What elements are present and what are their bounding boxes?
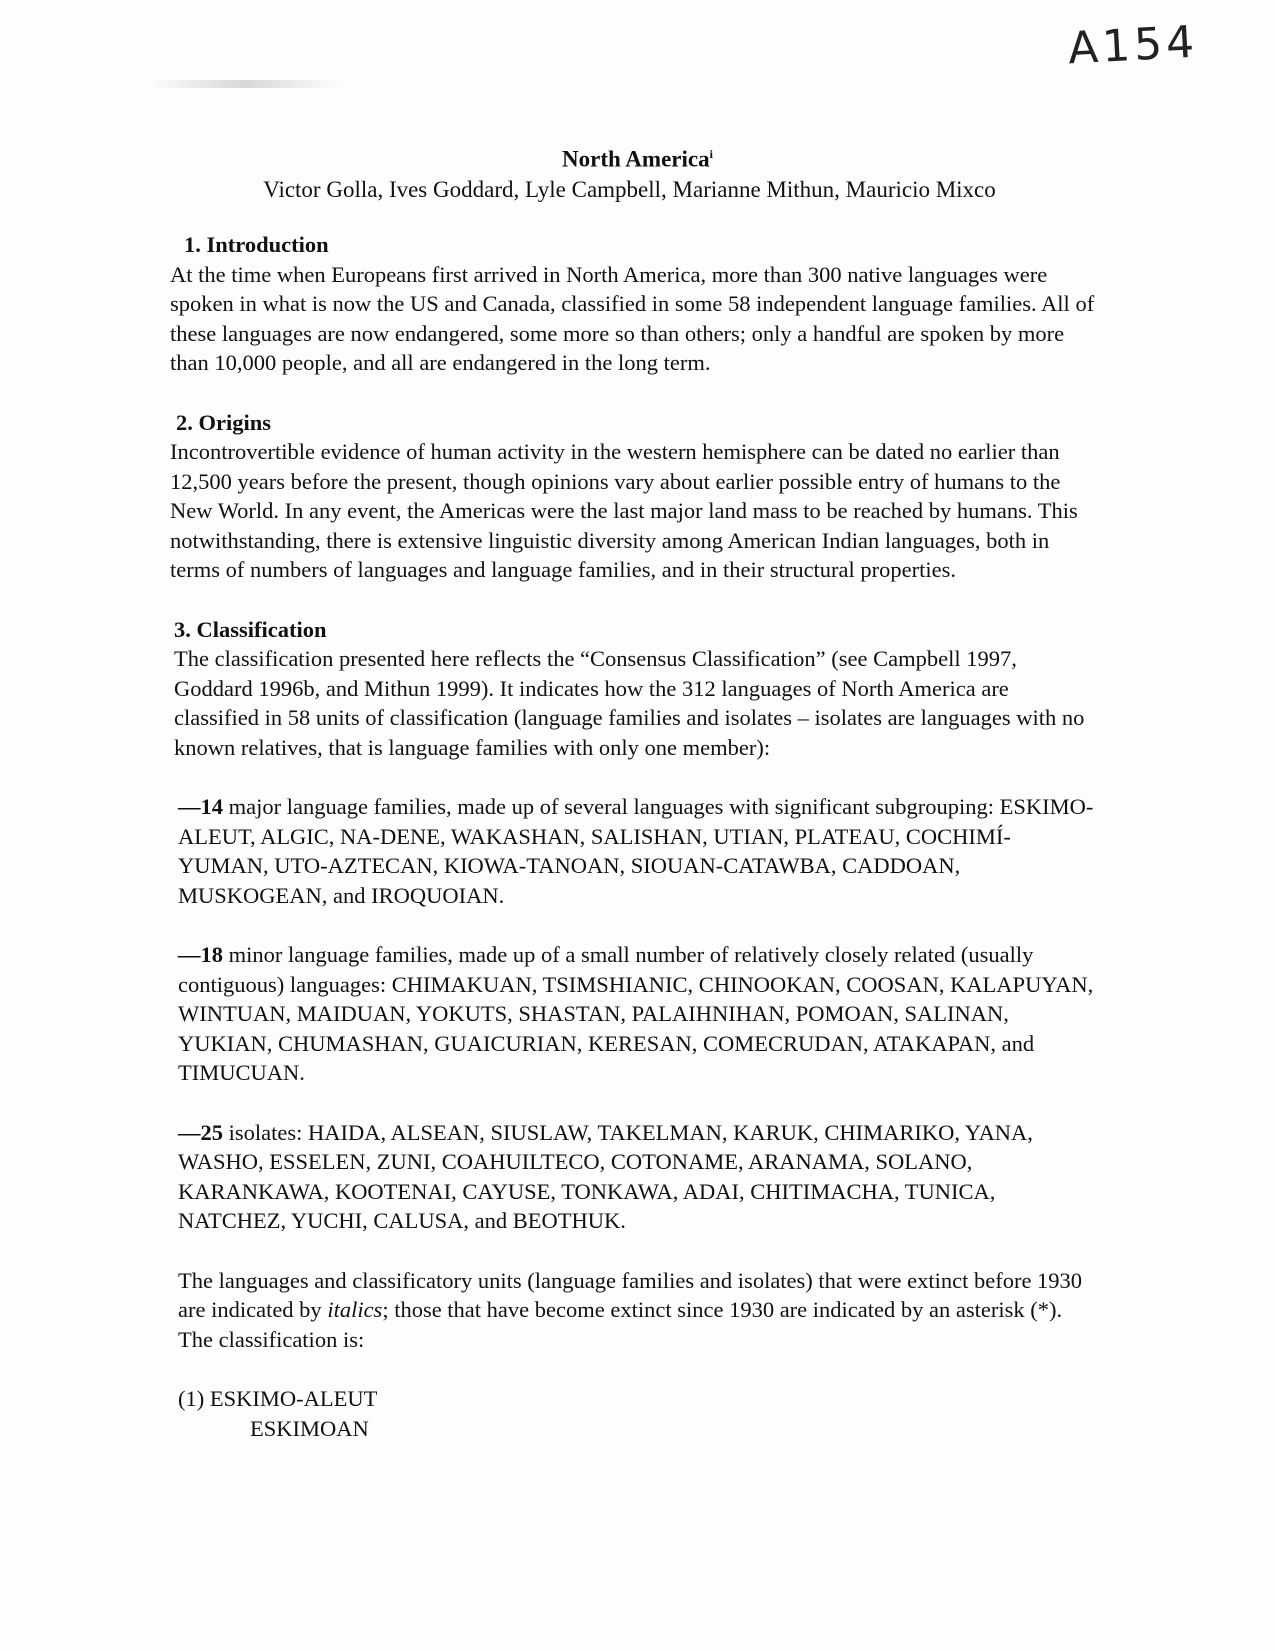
spacer <box>178 762 1098 792</box>
isolates-paragraph <box>178 1118 1098 1236</box>
author-list: Victor Golla, Ives Goddard, Lyle Campbell, Marianne Mithun, Mauricio Mixco <box>263 176 996 202</box>
major-families-text: major language families, made up of several languages with significant subgrouping: ESKIMO-ALEUT, ALGIC, NA-DENE, WAKASHAN, SALISHAN, UTIAN, PLATEAU, COCHIMÍ-YUMAN, UTO-AZTECAN, KIOWA-TANOAN, SIOUAN-CATAWBA, CADDOAN, MUSKOGEAN, and IROQUOIAN. <box>178 794 1094 908</box>
document-body <box>170 230 1098 1443</box>
extinction-note-after: ; those that have become extinct since 1930 are indicated by an asterisk (*). The classification is: <box>178 1297 1063 1352</box>
spacer <box>178 1236 1098 1266</box>
extinction-note-italic: italics <box>327 1297 383 1322</box>
section-heading-origins: 2. Origins <box>176 409 272 435</box>
minor-families-paragraph <box>178 940 1098 1088</box>
extinction-note-paragraph <box>178 1266 1098 1355</box>
spacer <box>178 1354 1098 1384</box>
origins-paragraph: Incontrovertible evidence of human activity in the western hemisphere can be dated no earlier than 12,500 years before the present, though opinions vary about earlier possible entry of humans to the New World. In any event, the Americas were the last major land mass to be reached by humans. This notwithstanding, there is extensive linguistic diversity among American Indian languages, both in terms of numbers of languages and language families, and in their structural properties. <box>170 439 1078 582</box>
handwritten-annotation: A154 <box>1066 16 1200 75</box>
document-title-text: North America <box>562 146 710 172</box>
extinction-note-before: The languages and classificatory units (language families and isolates) that were extinct before 1930 are indicated by <box>178 1267 1083 1322</box>
major-families-count: —14 <box>178 794 223 819</box>
scan-smudge <box>150 80 340 88</box>
tree-item-eskimo-aleut: (1) ESKIMO-ALEUT <box>178 1386 378 1411</box>
major-families-paragraph <box>178 792 1098 910</box>
title-block <box>0 140 1275 204</box>
classification-paragraph: The classification presented here reflects the “Consensus Classification” (see Campbell 1997, Goddard 1996b, and Mithun 1999). It indicates how the 312 languages of North America are classified in 58 units of classification (language families and isolates – isolates are languages with no known relatives, that is language families with only one member): <box>174 646 1085 760</box>
minor-families-count: —18 <box>178 942 223 967</box>
section-heading-classification: 3. Classification <box>174 616 327 642</box>
spacer <box>178 910 1098 940</box>
introduction-paragraph: At the time when Europeans first arrived in North America, more than 300 native languages were spoken in what is now the US and Canada, classified in some 58 independent language families. All of these languages are now endangered, some more so than others; only a handful are spoken by more than 10,000 people, and all are endangered in the long term. <box>170 261 1095 375</box>
spacer <box>178 378 1098 408</box>
spacer <box>178 1088 1098 1118</box>
minor-families-text: minor language families, made up of a small number of relatively closely related (usually contiguous) languages: CHIMAKUAN, TSIMSHIANIC, CHINOOKAN, COOSAN, KALAPUYAN, WINTUAN, MAIDUAN, YOKUTS, SHASTAN, PALAIHNIHAN, POMOAN, SALINAN, YUKIAN, CHUMASHAN, GUAICURIAN, KERESAN, COMECRUDAN, ATAKAPAN, and TIMUCUAN. <box>178 942 1094 1085</box>
isolates-text: isolates: HAIDA, ALSEAN, SIUSLAW, TAKELMAN, KARUK, CHIMARIKO, YANA, WASHO, ESSELEN, ZUNI, COAHUILTECO, COTONAME, ARANAMA, SOLANO, KARANKAWA, KOOTENAI, CAYUSE, TONKAWA, ADAI, CHITIMACHA, TUNICA, NATCHEZ, YUCHI, CALUSA, and BEOTHUK. <box>178 1119 1033 1233</box>
tree-subitem-eskimoan: ESKIMOAN <box>250 1415 369 1441</box>
title-footnote-marker: i <box>709 147 713 161</box>
section-heading-introduction: 1. Introduction <box>184 232 329 257</box>
spacer <box>178 585 1098 615</box>
isolates-count: —25 <box>178 1119 223 1145</box>
document-title <box>0 140 1275 174</box>
